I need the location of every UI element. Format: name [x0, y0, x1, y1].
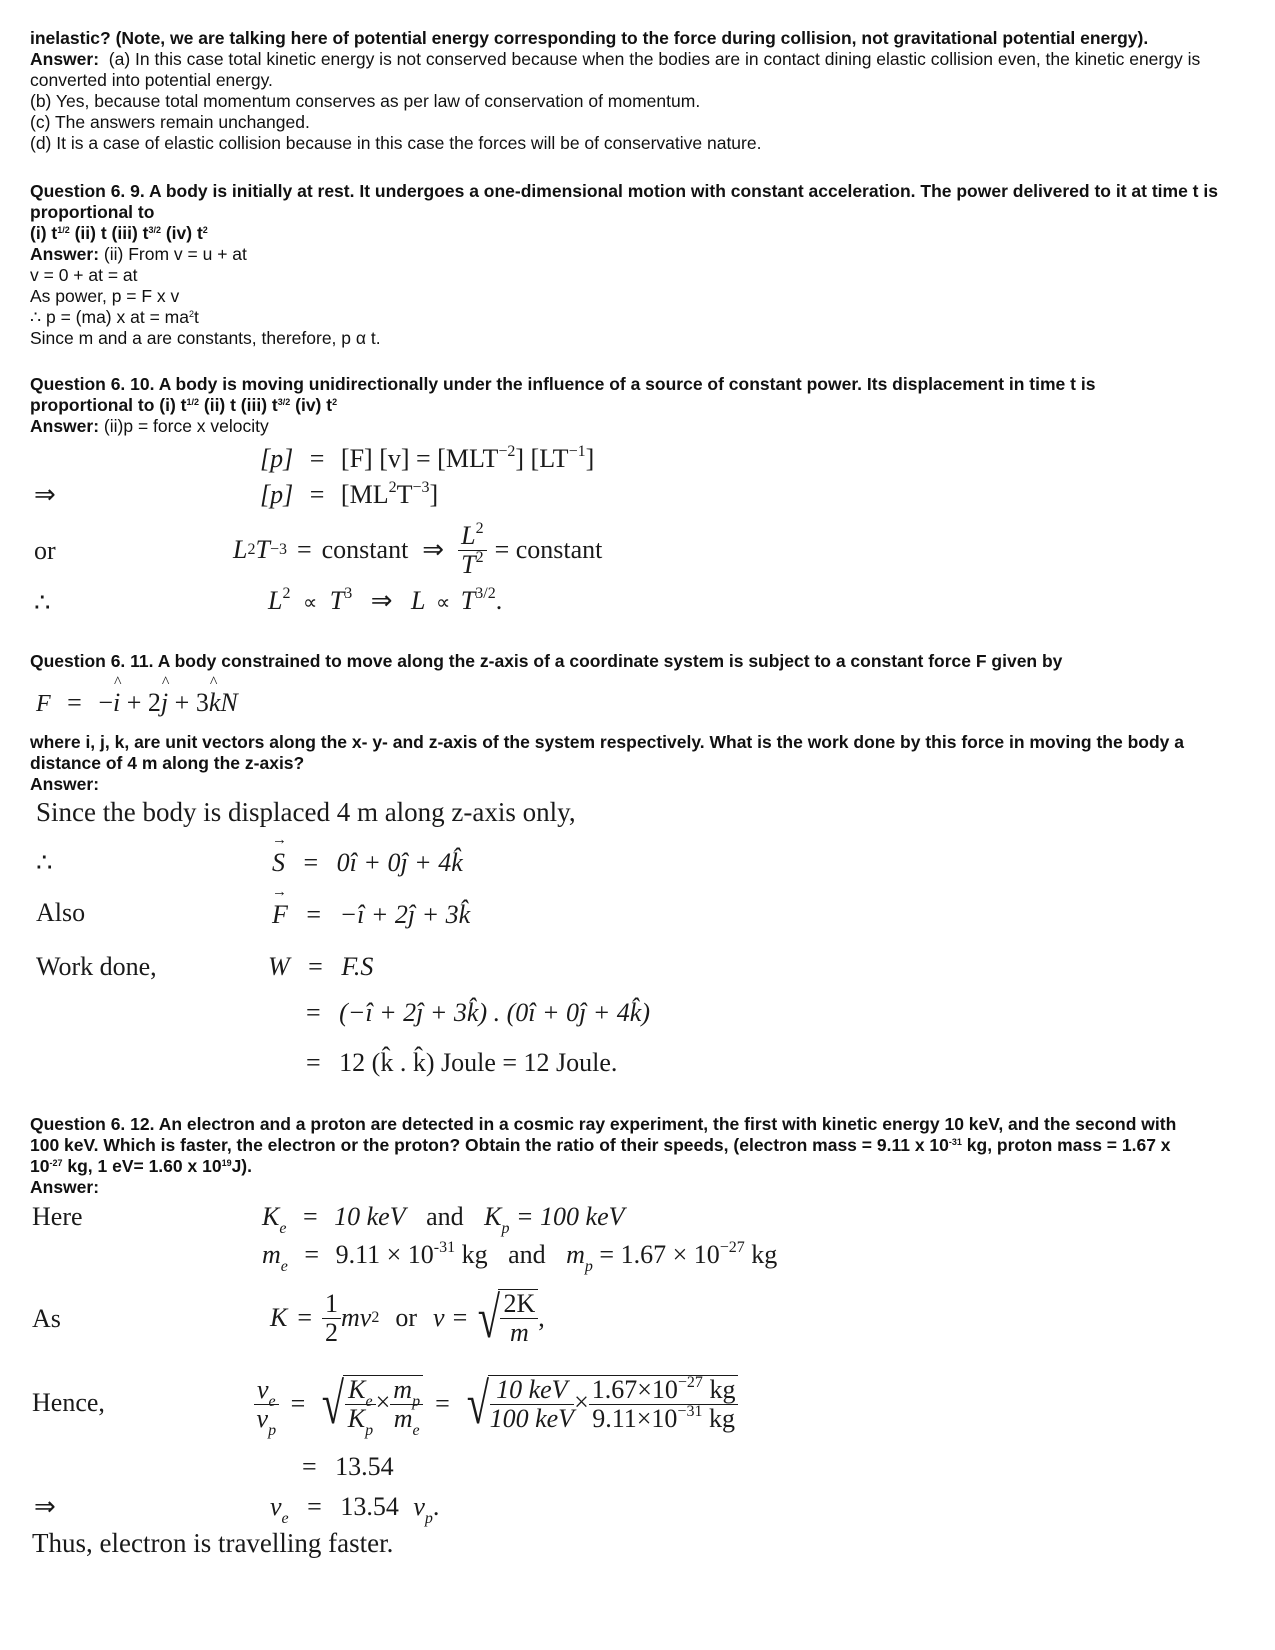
- math-equals: =: [435, 1389, 450, 1418]
- math-period: .: [495, 586, 503, 615]
- math-lhs: [p]: [260, 444, 294, 473]
- math-period: .: [432, 1492, 440, 1521]
- math-row: [302, 1452, 394, 1482]
- previous-question-block: [30, 28, 1255, 154]
- answer-a-text: (a) In this case total kinetic energy is not conserved because when the bodies are in contact dining elastic collision even, the kinetic energy is converted into potential energy.: [30, 49, 1201, 90]
- proportional-symbol: ∝: [436, 592, 451, 614]
- math-equals: =: [306, 900, 322, 929]
- math-equals: =: [306, 1048, 321, 1077]
- implies-symbol: ⇒: [370, 586, 393, 615]
- question-6-9: [30, 181, 1255, 349]
- math-sup: 2: [388, 479, 397, 496]
- answer-d: (d) It is a case of elastic collision because in this case the forces will be of conservative nature.: [30, 133, 762, 153]
- math-text: and: [508, 1240, 546, 1269]
- question-text: [30, 1156, 1255, 1177]
- math-var: v: [256, 1403, 269, 1433]
- solution-line: v = 0 + at = at: [30, 265, 138, 285]
- question-6-11-cont: [30, 732, 1255, 795]
- therefore-symbol: ∴: [36, 848, 53, 877]
- math-equals: =: [302, 1202, 318, 1231]
- math-var: mv: [341, 1303, 372, 1332]
- solution-line: Since m and a are constants, therefore, p α t.: [30, 328, 381, 348]
- math-value: 9.11×10: [592, 1404, 678, 1433]
- option-sup: 3/2: [277, 397, 291, 407]
- math-equals: =: [308, 952, 323, 981]
- option-i: (i) t: [30, 223, 58, 243]
- math-equals: =: [67, 688, 82, 717]
- unit-vector-j: ^ j: [161, 688, 168, 718]
- option-sup: 2: [202, 225, 208, 235]
- math-equals: =: [304, 1240, 320, 1269]
- answer-label: Answer:: [30, 244, 100, 264]
- math-sub: e: [412, 1422, 420, 1439]
- math-text: or: [395, 1303, 418, 1332]
- math-sub: p: [365, 1422, 374, 1439]
- unit-newton: N: [220, 688, 238, 717]
- therefore-symbol: ∴: [34, 588, 51, 617]
- fraction: [490, 1376, 574, 1433]
- math-var: m: [393, 1404, 413, 1433]
- math-equals: =: [297, 1303, 313, 1332]
- answer-b: (b) Yes, because total momentum conserves as per law of conservation of momentum.: [30, 91, 701, 111]
- math-sub: e: [279, 1220, 287, 1237]
- radical-sign: √: [322, 1371, 345, 1436]
- math-row: K = $\frac{1}{2}$ mv 2 or v = √ $\frac{2K}{m}$ ,: [270, 1285, 545, 1350]
- force-equation: [36, 688, 238, 718]
- math-var: v: [270, 1492, 282, 1521]
- math-value: 9.11 × 10: [335, 1240, 434, 1269]
- radicand: [343, 1375, 423, 1439]
- math-sup: 2: [475, 548, 484, 566]
- radical-sign: √: [477, 1285, 500, 1350]
- fraction-numerator: 2K: [500, 1290, 538, 1319]
- radicand: [488, 1375, 739, 1433]
- math-var: K: [348, 1375, 366, 1404]
- math-equals: =: [290, 1389, 306, 1418]
- math-var: L: [411, 586, 426, 615]
- fraction-numerator: [589, 1376, 739, 1405]
- option-ii-iii: (ii) t (iii) t: [69, 223, 149, 243]
- math-rhs: = constant: [494, 535, 603, 564]
- solution-intro: Since the body is displaced 4 m along z-axis only,: [36, 797, 576, 827]
- radical-sign: √: [466, 1371, 489, 1436]
- math-sub: p: [584, 1258, 593, 1275]
- math-rhs: + 3: [168, 688, 209, 717]
- question-text: [30, 1135, 1255, 1156]
- fraction-denominator: 2: [325, 1317, 339, 1347]
- question-text: 100 keV. Which is faster, the electron or the proton? Obtain the ratio of their speeds, (electron mass = 9.11 x 10: [30, 1135, 949, 1155]
- implies-symbol: ⇒: [422, 535, 445, 564]
- math-lhs: L: [233, 535, 248, 564]
- math-var: v: [257, 1374, 269, 1404]
- math-sup: −27: [719, 1239, 745, 1256]
- question-text: (iv) t: [290, 395, 333, 415]
- fraction-numerator: [254, 1374, 279, 1410]
- question-text: Question 6. 12. An electron and a proton are detected in a cosmic ray experiment, the first with kinetic energy 10 keV, and the second with: [30, 1114, 1177, 1134]
- math-sub: p: [268, 1421, 277, 1439]
- math-equals: =: [309, 480, 325, 509]
- fraction-denominator: [458, 548, 486, 579]
- fraction-denominator: [254, 1403, 279, 1439]
- math-var: T: [329, 586, 345, 615]
- fraction: [500, 1290, 538, 1347]
- fraction-denominator: [390, 1404, 423, 1439]
- fraction-numerator: 10 keV: [490, 1376, 574, 1405]
- math-row: [268, 952, 373, 982]
- fraction: [458, 519, 486, 579]
- math-var: T: [461, 549, 476, 579]
- math-unit: kg: [744, 1240, 778, 1269]
- math-rhs: [F] [v] = [MLT: [340, 444, 499, 473]
- math-row: [254, 1362, 738, 1446]
- math-var: K: [270, 1303, 288, 1332]
- math-row: [272, 900, 470, 930]
- math-equals: =: [307, 1492, 322, 1521]
- math-rhs: 12 (k̂ . k̂) Joule = 12 Joule.: [339, 1048, 618, 1077]
- math-equals: =: [306, 998, 321, 1027]
- option-sup: 1/2: [186, 397, 200, 407]
- proportional-symbol: ∝: [302, 592, 318, 614]
- math-unit: kg: [455, 1240, 488, 1269]
- math-var: K: [262, 1202, 280, 1231]
- option-iv: (iv) t: [160, 223, 203, 243]
- math-sup: −1: [568, 443, 586, 460]
- fraction-numerator: [458, 519, 486, 551]
- unit-vector-i: ^ i: [113, 688, 120, 718]
- math-unit: kg: [702, 1404, 735, 1433]
- option-sup: 1/2: [57, 225, 70, 235]
- as-label: As: [32, 1304, 61, 1333]
- implies-symbol: ⇒: [34, 1492, 56, 1521]
- math-equals: =: [303, 848, 319, 877]
- answer-text: (ii) From v = u + at: [103, 244, 247, 264]
- fraction-denominator: m: [509, 1318, 529, 1347]
- conclusion-text: Thus, electron is travelling faster.: [32, 1528, 394, 1558]
- math-equals: =: [296, 535, 312, 564]
- math-value: 1.67×10: [591, 1375, 678, 1404]
- math-value: 13.54: [340, 1492, 399, 1521]
- velocity-ratio: [254, 1374, 279, 1439]
- math-rhs: (−î + 2ĵ + 3k̂) . (0î + 0ĵ + 4k̂): [339, 998, 651, 1027]
- math-row: [270, 1492, 440, 1527]
- answer-label: Answer:: [30, 1177, 100, 1197]
- math-sup: −2: [498, 443, 516, 460]
- work-done-label: Work done,: [36, 952, 157, 981]
- math-lhs: W: [268, 952, 290, 981]
- math-sub: p: [412, 1393, 421, 1410]
- math-sub: e: [281, 1510, 289, 1527]
- math-unit: kg: [702, 1375, 736, 1404]
- math-sup: −31: [677, 1403, 703, 1420]
- fraction-denominator: 100 keV: [489, 1404, 575, 1433]
- force-vector: → F: [272, 900, 288, 930]
- question-6-12: [30, 1114, 1255, 1198]
- fraction-numerator: 1: [322, 1290, 341, 1319]
- math-row: [306, 998, 650, 1028]
- math-row: [260, 444, 594, 474]
- math-sup: 2: [475, 519, 484, 537]
- question-options: [30, 223, 1255, 244]
- implies-symbol: ⇒: [34, 480, 56, 509]
- question-sup: -27: [49, 1158, 63, 1168]
- math-rhs: ]: [429, 480, 439, 509]
- solution-line: [30, 307, 1255, 328]
- question-text: kg, proton mass = 1.67 x: [961, 1135, 1171, 1155]
- math-var: v: [413, 1492, 425, 1521]
- solution-sup: 2: [188, 309, 194, 319]
- math-value: = 100 keV: [515, 1202, 625, 1231]
- question-text: (ii) t (iii) t: [199, 395, 278, 415]
- fraction-numerator: [390, 1375, 423, 1410]
- fraction-denominator: [345, 1404, 375, 1439]
- math-comma: ,: [538, 1303, 545, 1332]
- math-sup: −27: [677, 1374, 703, 1391]
- math-rhs: 0î + 0ĵ + 4k̂: [336, 848, 463, 877]
- option-sup: 2: [332, 397, 338, 407]
- question-text: where i, j, k, are unit vectors along the x- y- and z-axis of the system respectively. What is the work done by this force in moving the body a distance of 4 m along the z-axis?: [30, 732, 1184, 773]
- option-sup: 3/2: [148, 225, 161, 235]
- fraction-half: [322, 1290, 341, 1347]
- hence-label: Hence,: [32, 1388, 105, 1417]
- math-rhs: constant: [321, 535, 409, 564]
- math-sub: p: [501, 1220, 510, 1237]
- math-rhs: ] [LT: [515, 444, 569, 473]
- math-lhs: T: [255, 535, 270, 564]
- times-symbol: ×: [574, 1387, 589, 1417]
- math-value: 10 keV: [334, 1202, 406, 1231]
- math-value: = 1.67 × 10: [599, 1240, 720, 1269]
- math-rhs: ]: [585, 444, 595, 473]
- math-sup: 2: [282, 585, 291, 602]
- answer-c: (c) The answers remain unchanged.: [30, 112, 310, 132]
- math-row: [262, 1202, 625, 1237]
- math-text: and: [426, 1202, 464, 1231]
- math-rhs: [ML: [340, 480, 389, 509]
- math-sup: 3: [344, 585, 353, 602]
- fraction-numerator: [345, 1375, 375, 1410]
- fraction: [390, 1375, 423, 1439]
- fraction: [345, 1375, 375, 1439]
- math-row: L 2 T −3 = constant ⇒ $\frac{L^2}{T^2}$ = constant: [233, 519, 603, 579]
- question-text: Question 6. 11. A body constrained to move along the z-axis of a coordinate system is subject to a constant force F given by: [30, 651, 1063, 671]
- answer-label: Answer:: [30, 774, 100, 794]
- math-equals: =: [309, 444, 325, 473]
- answer-label: Answer:: [30, 416, 100, 436]
- math-rhs: F.S: [341, 952, 374, 981]
- question-6-11: [30, 651, 1255, 672]
- solution-line: As power, p = F x v: [30, 286, 180, 306]
- displacement-vector: → S: [272, 848, 285, 878]
- question-options: [30, 395, 1255, 416]
- math-sub: e: [280, 1258, 288, 1275]
- math-var: v =: [433, 1303, 469, 1332]
- math-row: [260, 480, 438, 510]
- question-sup: 19: [221, 1158, 232, 1168]
- answer-label: Answer:: [30, 49, 100, 69]
- square-root: [473, 1285, 539, 1350]
- math-sup: −3: [412, 479, 430, 496]
- solution-text: t: [193, 307, 199, 327]
- fraction-denominator: [589, 1405, 739, 1433]
- math-rhs: T: [396, 480, 413, 509]
- question-sup: -31: [948, 1137, 962, 1147]
- fraction: [589, 1376, 739, 1433]
- answer-text: (ii)p = force x velocity: [103, 416, 269, 436]
- square-root: [462, 1371, 739, 1436]
- question-6-10: [30, 374, 1255, 437]
- answer-line: [30, 244, 1255, 265]
- math-var: L: [268, 586, 283, 615]
- times-symbol: ×: [375, 1387, 391, 1417]
- question-tail: inelastic? (Note, we are talking here of potential energy corresponding to the force during collision, not gravitational potential energy).: [30, 28, 1149, 48]
- unit-vector-k: ^ k: [209, 688, 221, 718]
- math-var: K: [484, 1202, 502, 1231]
- math-var: m: [262, 1240, 281, 1269]
- math-var: m: [393, 1375, 413, 1404]
- math-sub: e: [365, 1393, 373, 1410]
- or-label: or: [34, 536, 56, 565]
- math-row: [306, 1048, 617, 1078]
- math-var: T: [460, 586, 476, 615]
- question-text: 10: [30, 1156, 50, 1176]
- math-rhs: + 2: [120, 688, 161, 717]
- math-lhs: F: [36, 691, 51, 717]
- math-rhs: −î + 2ĵ + 3k̂: [339, 900, 471, 929]
- also-label: Also: [36, 898, 86, 927]
- math-rhs: −: [98, 688, 114, 717]
- math-sub: e: [268, 1392, 276, 1410]
- question-text: J).: [231, 1156, 253, 1176]
- answer-line: [30, 416, 1255, 437]
- math-row: [268, 586, 502, 616]
- answer-a: [30, 49, 1255, 91]
- math-equals: =: [302, 1452, 317, 1481]
- here-label: Here: [32, 1202, 83, 1231]
- math-sup: -31: [433, 1239, 456, 1256]
- question-text: kg, 1 eV= 1.60 x 10: [62, 1156, 222, 1176]
- question-text: proportional to (i) t: [30, 395, 187, 415]
- radicand: [498, 1289, 538, 1347]
- math-var: K: [347, 1404, 366, 1433]
- math-var: L: [461, 520, 476, 550]
- square-root: [317, 1371, 423, 1439]
- math-lhs: [p]: [260, 480, 294, 509]
- math-sup: 3/2: [475, 585, 496, 602]
- math-row: [262, 1239, 778, 1275]
- math-var: m: [566, 1240, 585, 1269]
- question-text: Question 6. 9. A body is initially at rest. It undergoes a one-dimensional motion with constant acceleration. The power delivered to it at time t is proportional to: [30, 181, 1218, 222]
- math-sub: p: [424, 1510, 433, 1527]
- ratio-value: 13.54: [335, 1452, 394, 1481]
- solution-text: ∴ p = (ma) x at = ma: [30, 307, 189, 327]
- question-text: Question 6. 10. A body is moving unidirectionally under the influence of a source of constant power. Its displacement in time t is: [30, 374, 1096, 394]
- math-row: [272, 848, 463, 878]
